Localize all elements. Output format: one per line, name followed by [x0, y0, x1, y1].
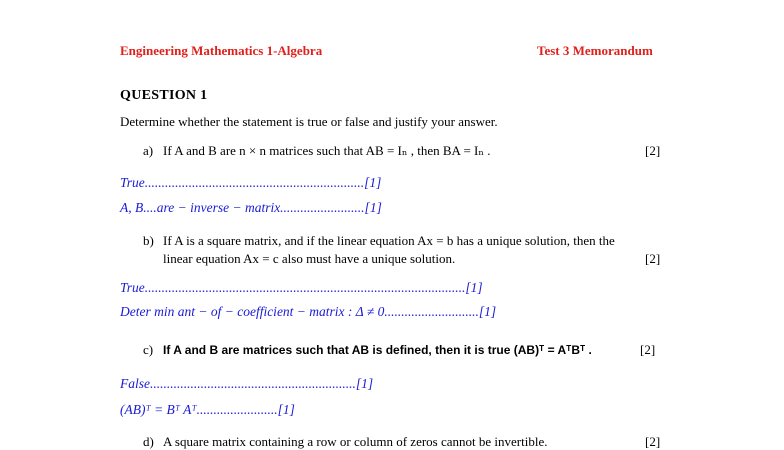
item-b-text-line2: linear equation Ax = c also must have a unique solution. [163, 251, 456, 266]
item-c-marks: [2] [640, 342, 656, 357]
item-a-answer-2: A, B....are − inverse − matrix.........................[1] [120, 200, 382, 215]
item-c-answer-1: False.............................................................[1] [120, 376, 374, 391]
item-b-answer-2: Deter min ant − of − coefficient − matrix : Δ ≠ 0............................[1] [120, 304, 497, 319]
item-b-marks: [2] [645, 251, 661, 266]
item-a-text: If A and B are n × n matrices such that AB = Iₙ , then BA = Iₙ . [163, 143, 491, 158]
item-a-answer-1: True.................................................................[1] [120, 175, 382, 190]
item-a-marks: [2] [645, 143, 661, 158]
item-d-label: d) [143, 434, 154, 449]
header-left: Engineering Mathematics 1-Algebra [120, 43, 323, 58]
question-title: QUESTION 1 [120, 88, 208, 103]
item-d-marks: [2] [645, 434, 661, 449]
item-b-text-line1: If A is a square matrix, and if the linear equation Ax = b has a unique solution, then the [163, 233, 615, 248]
item-c-answer-2: (AB)ᵀ = Bᵀ Aᵀ........................[1] [120, 402, 295, 417]
item-b-label: b) [143, 233, 154, 248]
item-c-text: If A and B are matrices such that AB is defined, then it is true (AB)ᵀ = AᵀBᵀ . [163, 343, 592, 357]
item-c-label: c) [143, 342, 154, 357]
item-a-label: a) [143, 143, 154, 158]
item-d-text: A square matrix containing a row or column of zeros cannot be invertible. [163, 434, 548, 449]
header-right: Test 3 Memorandum [537, 43, 653, 58]
question-instruction: Determine whether the statement is true or false and justify your answer. [120, 114, 498, 129]
item-b-answer-1: True...............................................................................................[1] [120, 280, 483, 295]
